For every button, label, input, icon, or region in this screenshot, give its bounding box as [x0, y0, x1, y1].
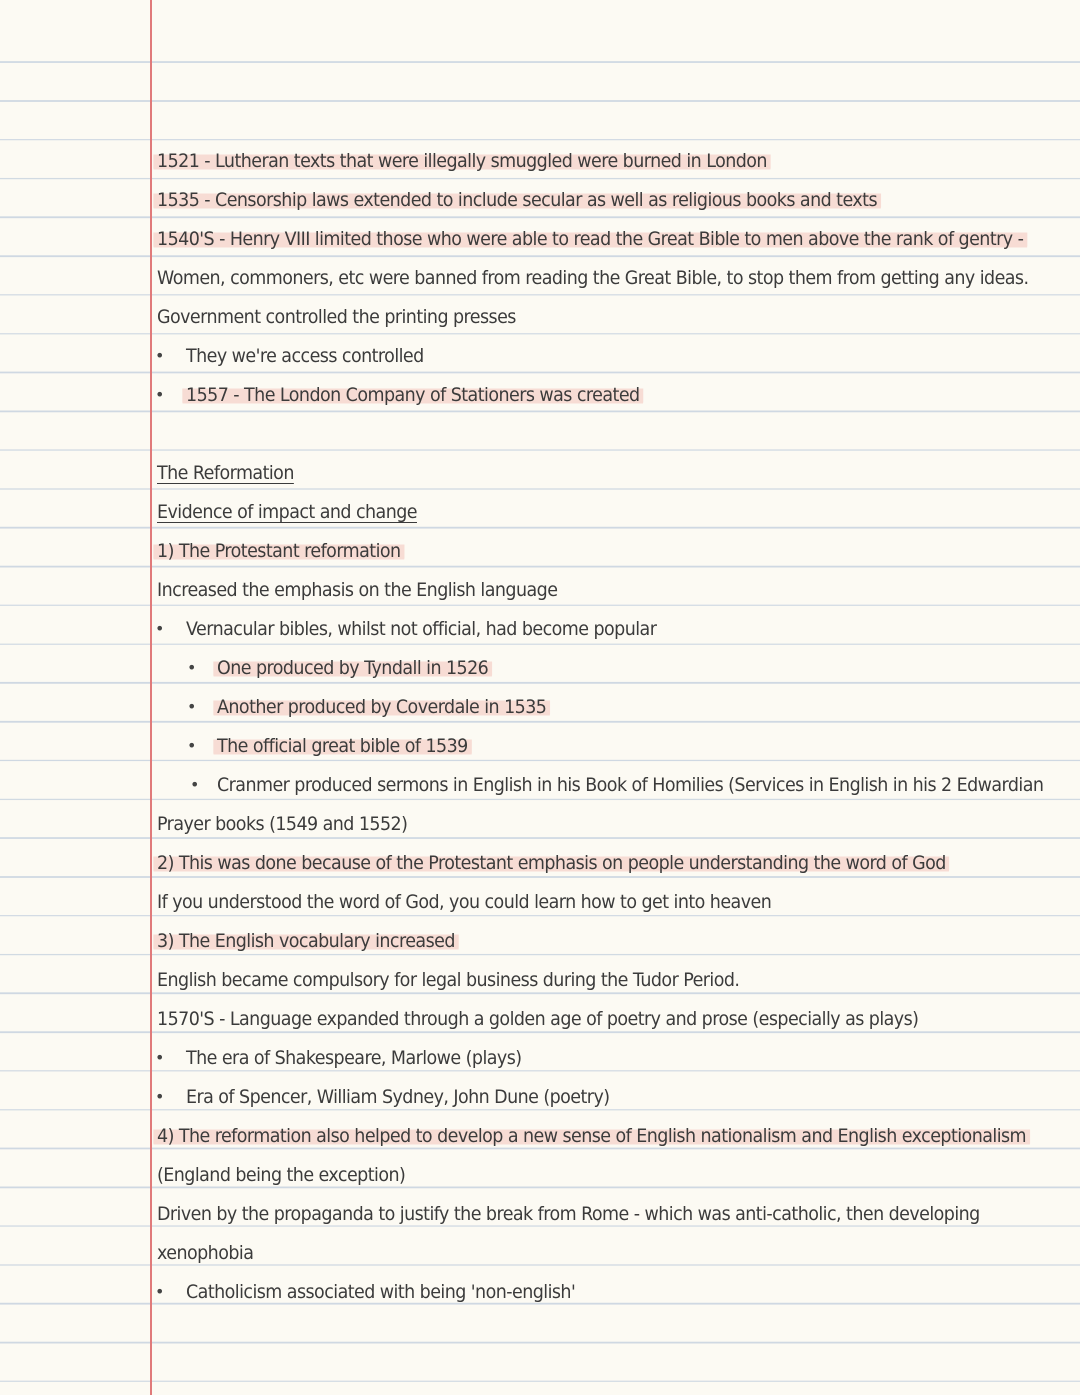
section-heading: The Reformation: [157, 462, 294, 484]
note-line: Vernacular bibles, whilst not official, had become popular: [186, 618, 657, 640]
note-line: Prayer books (1549 and 1552): [157, 813, 408, 835]
highlight: 4) The reformation also helped to develop a new sense of English nationalism and English exceptionalism: [153, 1125, 1029, 1147]
note-line: The era of Shakespeare, Marlowe (plays): [186, 1047, 522, 1069]
highlight: Another produced by Coverdale in 1535: [213, 696, 550, 718]
note-line: Increased the emphasis on the English language: [157, 579, 558, 601]
bullet-icon: •: [155, 1087, 165, 1106]
note-line: [157, 181, 881, 220]
bullet-icon: •: [155, 346, 165, 365]
note-line: Cranmer produced sermons in English in his Book of Homilies (Services in English in his 2 Edwardian: [217, 774, 1044, 796]
note-line: 1570'S - Language expanded through a golden age of poetry and prose (especially as plays): [157, 1008, 919, 1030]
note-line: Women, commoners, etc were banned from reading the Great Bible, to stop them from getting any ideas.: [157, 267, 1029, 289]
highlight: 1540'S - Henry VIII limited those who were able to read the Great Bible to men above the rank of gentry -: [153, 228, 1027, 250]
note-line: Government controlled the printing presses: [157, 306, 516, 328]
margin-line: [150, 0, 152, 1395]
note-line: [157, 922, 459, 961]
note-line: [157, 1117, 1030, 1156]
note-line: [157, 142, 771, 181]
note-line: They we're access controlled: [186, 345, 424, 367]
note-line: [217, 727, 471, 766]
highlight: The official great bible of 1539: [213, 735, 471, 757]
note-line: Era of Spencer, William Sydney, John Dune (poetry): [186, 1086, 610, 1108]
bullet-icon: •: [187, 736, 197, 755]
note-line: If you understood the word of God, you could learn how to get into heaven: [157, 891, 772, 913]
note-line: [157, 220, 1027, 259]
bullet-icon: •: [155, 619, 165, 638]
highlight: 2) This was done because of the Protestant emphasis on people understanding the word of God: [153, 852, 949, 874]
note-line: [157, 844, 949, 883]
note-line: English became compulsory for legal business during the Tudor Period.: [157, 969, 740, 991]
note-line: [186, 376, 643, 415]
bullet-icon: •: [187, 697, 197, 716]
note-line: (England being the exception): [157, 1164, 406, 1186]
note-line: xenophobia: [157, 1242, 254, 1264]
bullet-icon: •: [190, 775, 200, 794]
highlight: 1) The Protestant reformation: [153, 540, 404, 562]
highlight: One produced by Tyndall in 1526: [213, 657, 492, 679]
highlight: 1557 - The London Company of Stationers was created: [182, 384, 643, 406]
bullet-icon: •: [155, 1048, 165, 1067]
highlight: 1535 - Censorship laws extended to include secular as well as religious books and texts: [153, 189, 880, 211]
bullet-icon: •: [155, 385, 165, 404]
note-line: [157, 532, 404, 571]
bullet-icon: •: [155, 1282, 165, 1301]
highlight: 3) The English vocabulary increased: [153, 930, 458, 952]
note-line: [217, 649, 492, 688]
note-line: [217, 688, 550, 727]
section-subheading: Evidence of impact and change: [157, 501, 417, 523]
highlight: 1521 - Lutheran texts that were illegally smuggled were burned in London: [153, 150, 770, 172]
note-line: Driven by the propaganda to justify the break from Rome - which was anti-catholic, then developing: [157, 1203, 980, 1225]
bullet-icon: •: [187, 658, 197, 677]
note-line: Catholicism associated with being 'non-english': [186, 1281, 576, 1303]
